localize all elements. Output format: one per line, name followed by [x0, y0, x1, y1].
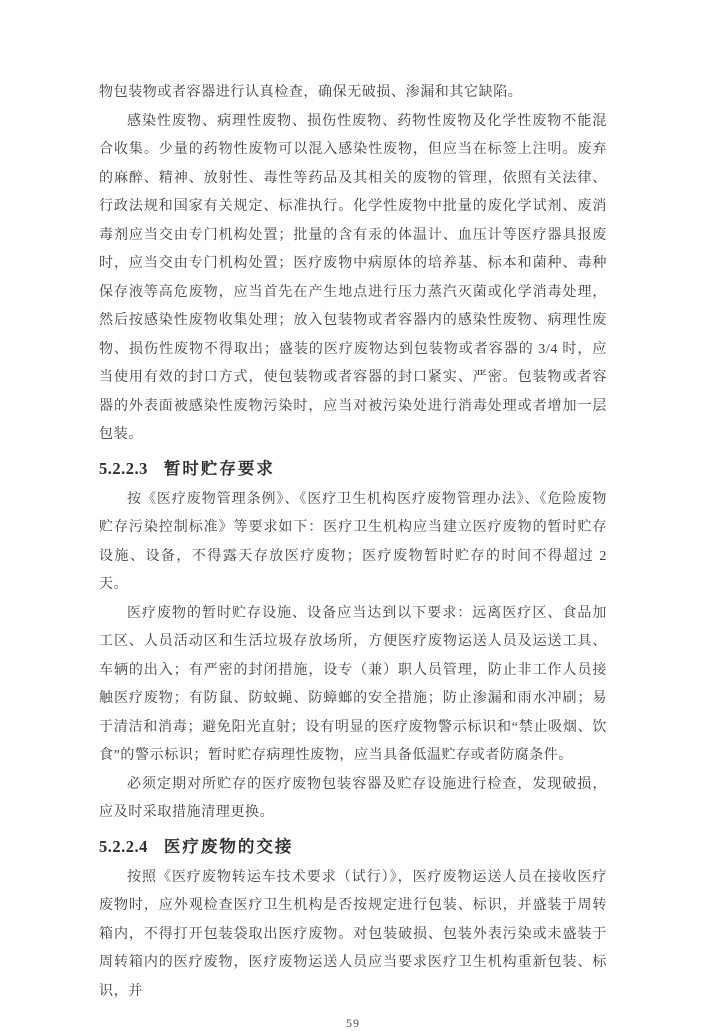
- paragraph-periodic-inspection: 必须定期对所贮存的医疗废物包装容器及贮存设施进行检查，发现破损，应及时采取措施清理更换。: [99, 776, 607, 820]
- section-heading-5-2-2-4: [99, 833, 607, 861]
- paragraph-packaging-inspection-continuation: 物包装物或者容器进行认真检查，确保无破损、渗漏和其它缺陷。: [99, 85, 523, 100]
- page-number: 59: [346, 1016, 360, 1030]
- paragraph-storage-facility-requirements: 医疗废物的暂时贮存设施、设备应当达到以下要求：远离医疗区、食品加工区、人员活动区和生活垃圾存放场所，方便医疗废物运送人员及运送工具、车辆的出入；有严密的封闭措施，设专（兼）职人员管理，防止非工作人员接触医疗废物；有防鼠、防蚊蝇、防蟑螂的安全措施；防止渗漏和雨水冲刷；易于清洁和消毒；避免阳光直射；设有明显的医疗废物警示标识和“禁止吸烟、饮食”的警示标识；暂时贮存病理性废物，应当具备低温贮存或者防腐条件。: [99, 605, 607, 763]
- section-title: 医疗废物的交接: [163, 837, 294, 856]
- section-number: 5.2.2.3: [99, 458, 148, 478]
- paragraph-waste-collection-rules: 感染性废物、病理性废物、损伤性废物、药物性废物及化学性废物不能混合收集。少量的药物性废物可以混入感染性废物，但应当在标签上注明。废弃的麻醉、精神、放射性、毒性等药品及其相关的废物的管理，依照有关法律、行政法规和国家有关规定、标准执行。化学性废物中批量的废化学试剂、废消毒剂应当交由专门机构处置；批量的含有汞的体温计、血压计等医疗器具报废时，应当交由专门机构处置；医疗废物中病原体的培养基、标本和菌种、毒种保存液等高危废物，应当首先在产生地点进行压力蒸汽灭菌或化学消毒处理，然后按感染性废物收集处理；放入包装物或者容器内的感染性废物、病理性废物、损伤性废物不得取出；盛装的医疗废物达到包装物或者容器的 3/4 时，应当使用有效的封口方式，使包装物或者容器的封口紧实、严密。包装物或者容器的外表面被感染性废物污染时，应当对被污染处进行消毒处理或者增加一层包装。: [99, 113, 607, 442]
- section-heading-5-2-2-3: [99, 455, 607, 483]
- section-title: 暂时贮存要求: [163, 459, 275, 478]
- section-number: 5.2.2.4: [99, 836, 148, 856]
- paragraph-waste-handover: 按照《医疗废物转运车技术要求（试行）》，医疗废物运送人员在接收医疗废物时，应外观检查医疗卫生机构是否按规定进行包装、标识，并盛装于周转箱内，不得打开包装袋取出医疗废物。对包装破损、包装外表污染或未盛装于周转箱内的医疗废物，医疗废物运送人员应当要求医疗卫生机构重新包装、标识，并: [99, 869, 607, 999]
- paragraph-temporary-storage-regulations: 按《医疗废物管理条例》、《医疗卫生机构医疗废物管理办法》、《危险废物贮存污染控制标准》等要求如下：医疗卫生机构应当建立医疗废物的暂时贮存设施、设备，不得露天存放医疗废物；医疗废物暂时贮存的时间不得超过 2 天。: [99, 491, 607, 592]
